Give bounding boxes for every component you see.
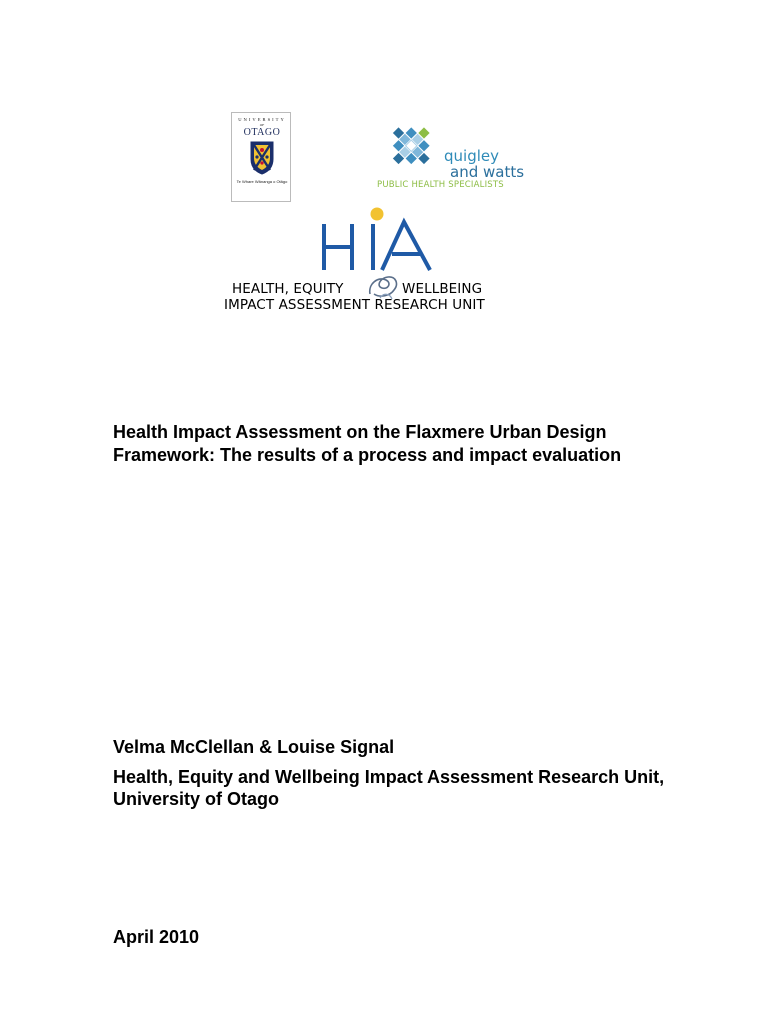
otago-university-label: UNIVERSITY [238,117,286,122]
quigley-watts-name-line1: quigley [444,147,499,165]
quigley-watts-name-line2: and watts [450,163,525,181]
hia-logo-mark [320,206,436,272]
document-title: Health Impact Assessment on the Flaxmere Urban Design Framework: The results of a process and impact evaluation [113,422,622,465]
document-authors: Velma McClellan & Louise Signal [113,737,395,757]
document-date: April 2010 [113,927,200,947]
quigley-watts-name [444,148,524,180]
otago-of-label: OF [259,123,265,127]
otago-maori-name: Te Whare Wānanga o Otāgo [236,179,288,184]
quigley-watts-diamond-icon [374,122,440,178]
otago-name: OTAGO [243,127,281,138]
hia-tagline-part1: HEALTH, EQUITY [232,281,344,297]
hia-tagline-part2: WELLBEING [402,281,483,297]
hia-tagline-line2: IMPACT ASSESSMENT RESEARCH UNIT [224,297,485,313]
otago-crest-icon [250,141,274,175]
quigley-watts-tagline: PUBLIC HEALTH SPECIALISTS [377,180,504,190]
university-of-otago-logo [231,112,291,202]
document-affiliation: Health, Equity and Wellbeing Impact Assessment Research Unit, University of Otago [113,767,665,809]
